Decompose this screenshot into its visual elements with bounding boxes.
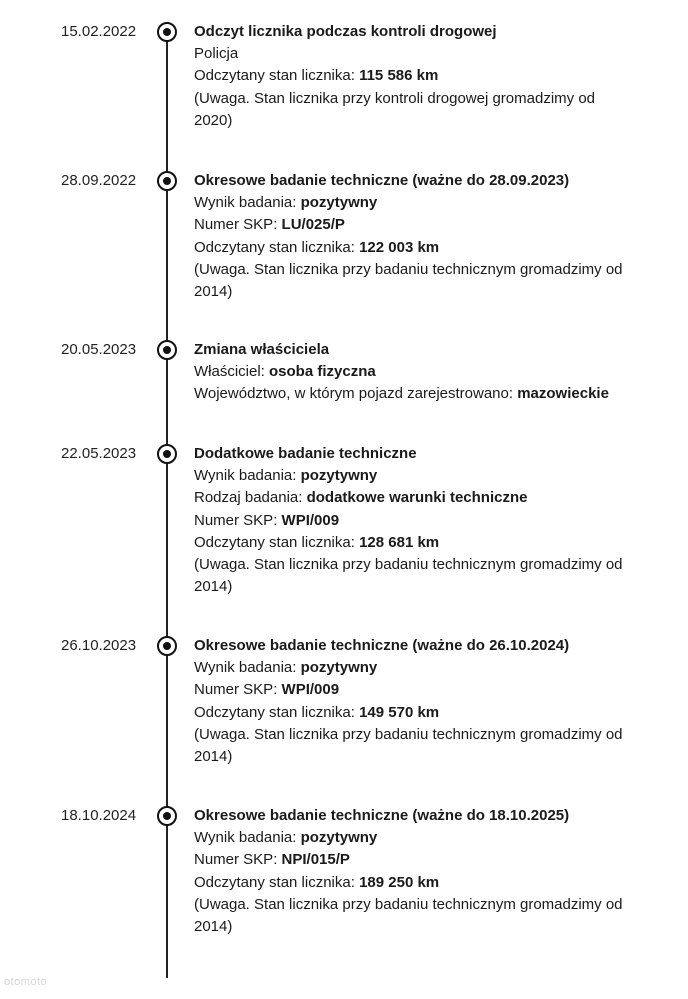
detail-label: Odczytany stan licznika:	[194, 873, 360, 891]
timeline-line	[166, 22, 168, 978]
entry-detail-line	[194, 487, 634, 509]
entry-note: (Uwaga. Stan licznika przy badaniu technicznym gromadzimy od 2014)	[194, 556, 623, 596]
entry-detail-line	[194, 872, 634, 894]
detail-value: 115 586 km	[359, 67, 439, 85]
detail-label: Numer SKP:	[194, 511, 282, 529]
timeline-dot-icon	[157, 22, 177, 42]
entry-details	[194, 805, 634, 938]
entry-details	[194, 635, 634, 768]
entry-detail-line	[194, 237, 634, 259]
entry-detail-line	[194, 849, 634, 871]
detail-value: osoba fizyczna	[269, 363, 376, 381]
detail-label: Numer SKP:	[194, 681, 282, 699]
detail-value: 128 681 km	[359, 533, 440, 551]
detail-value: pozytywny	[300, 829, 378, 847]
detail-label: Odczytany stan licznika:	[194, 67, 360, 85]
timeline-dot-icon	[157, 171, 177, 191]
entry-detail-line	[194, 465, 634, 487]
entry-date: 15.02.2022	[61, 23, 137, 40]
detail-value: 122 003 km	[359, 238, 440, 256]
entry-title: Dodatkowe badanie techniczne	[194, 445, 417, 462]
entry-note: (Uwaga. Stan licznika przy badaniu technicznym gromadzimy od 2014)	[194, 895, 623, 936]
timeline-dot-icon	[157, 444, 177, 464]
detail-label: Odczytany stan licznika:	[194, 238, 360, 256]
entry-title: Okresowe badanie techniczne (ważne do 18.10.2025)	[194, 807, 570, 824]
entry-title: Zmiana właściciela	[194, 341, 330, 358]
entry-detail-line	[194, 383, 634, 405]
detail-label: Odczytany stan licznika:	[194, 533, 360, 551]
entry-date: 22.05.2023	[61, 445, 137, 462]
detail-value: NPI/015/P	[281, 851, 350, 869]
entry-detail-line	[194, 510, 634, 532]
entry-detail-line	[194, 657, 634, 679]
entry-detail-line	[194, 679, 634, 701]
entry-date: 20.05.2023	[61, 341, 137, 358]
detail-value: LU/025/P	[281, 216, 345, 234]
detail-value: 189 250 km	[359, 873, 440, 891]
entry-date: 18.10.2024	[61, 807, 137, 824]
entry-note: (Uwaga. Stan licznika przy badaniu technicznym gromadzimy od 2014)	[194, 260, 623, 301]
detail-value: pozytywny	[300, 659, 378, 677]
entry-detail-line	[194, 65, 634, 87]
entry-details	[194, 21, 634, 132]
detail-label: Wynik badania:	[194, 829, 301, 847]
detail-label: Właściciel:	[194, 363, 270, 381]
entry-detail-line	[194, 702, 634, 724]
detail-label: Numer SKP:	[194, 216, 282, 234]
entry-title: Okresowe badanie techniczne (ważne do 26.10.2024)	[194, 637, 570, 654]
detail-value: WPI/009	[281, 681, 340, 699]
detail-label: Policja	[194, 45, 239, 63]
detail-value: 149 570 km	[359, 703, 440, 721]
entry-note: (Uwaga. Stan licznika przy kontroli drogowej gromadzimy od 2020)	[194, 89, 596, 129]
entry-detail-line	[194, 43, 634, 65]
detail-label: Województwo, w którym pojazd zarejestrowano:	[194, 385, 518, 403]
detail-label: Wynik badania:	[194, 467, 301, 485]
entry-details	[194, 443, 634, 598]
watermark: otomoto	[4, 976, 48, 988]
detail-value: pozytywny	[300, 194, 378, 212]
detail-label: Rodzaj badania:	[194, 489, 307, 507]
entry-title: Odczyt licznika podczas kontroli drogowej	[194, 23, 497, 40]
detail-value: dodatkowe warunki techniczne	[306, 489, 528, 507]
entry-detail-line	[194, 214, 634, 236]
entry-detail-line	[194, 827, 634, 849]
entry-date: 28.09.2022	[61, 172, 137, 189]
entry-detail-line	[194, 192, 634, 214]
entry-note: (Uwaga. Stan licznika przy badaniu technicznym gromadzimy od 2014)	[194, 725, 623, 766]
timeline-dot-icon	[157, 340, 177, 360]
entry-title: Okresowe badanie techniczne (ważne do 28.09.2023)	[194, 172, 570, 189]
timeline-dot-icon	[157, 636, 177, 656]
detail-label: Wynik badania:	[194, 659, 301, 677]
detail-label: Numer SKP:	[194, 851, 282, 869]
entry-date: 26.10.2023	[61, 637, 137, 654]
detail-label: Wynik badania:	[194, 194, 301, 212]
entry-details	[194, 339, 634, 406]
timeline-dot-icon	[157, 806, 177, 826]
entry-details	[194, 170, 634, 303]
detail-label: Odczytany stan licznika:	[194, 703, 360, 721]
entry-detail-line	[194, 361, 634, 383]
detail-value: mazowieckie	[517, 385, 609, 403]
detail-value: WPI/009	[281, 511, 340, 529]
detail-value: pozytywny	[300, 467, 378, 485]
entry-detail-line	[194, 532, 634, 554]
